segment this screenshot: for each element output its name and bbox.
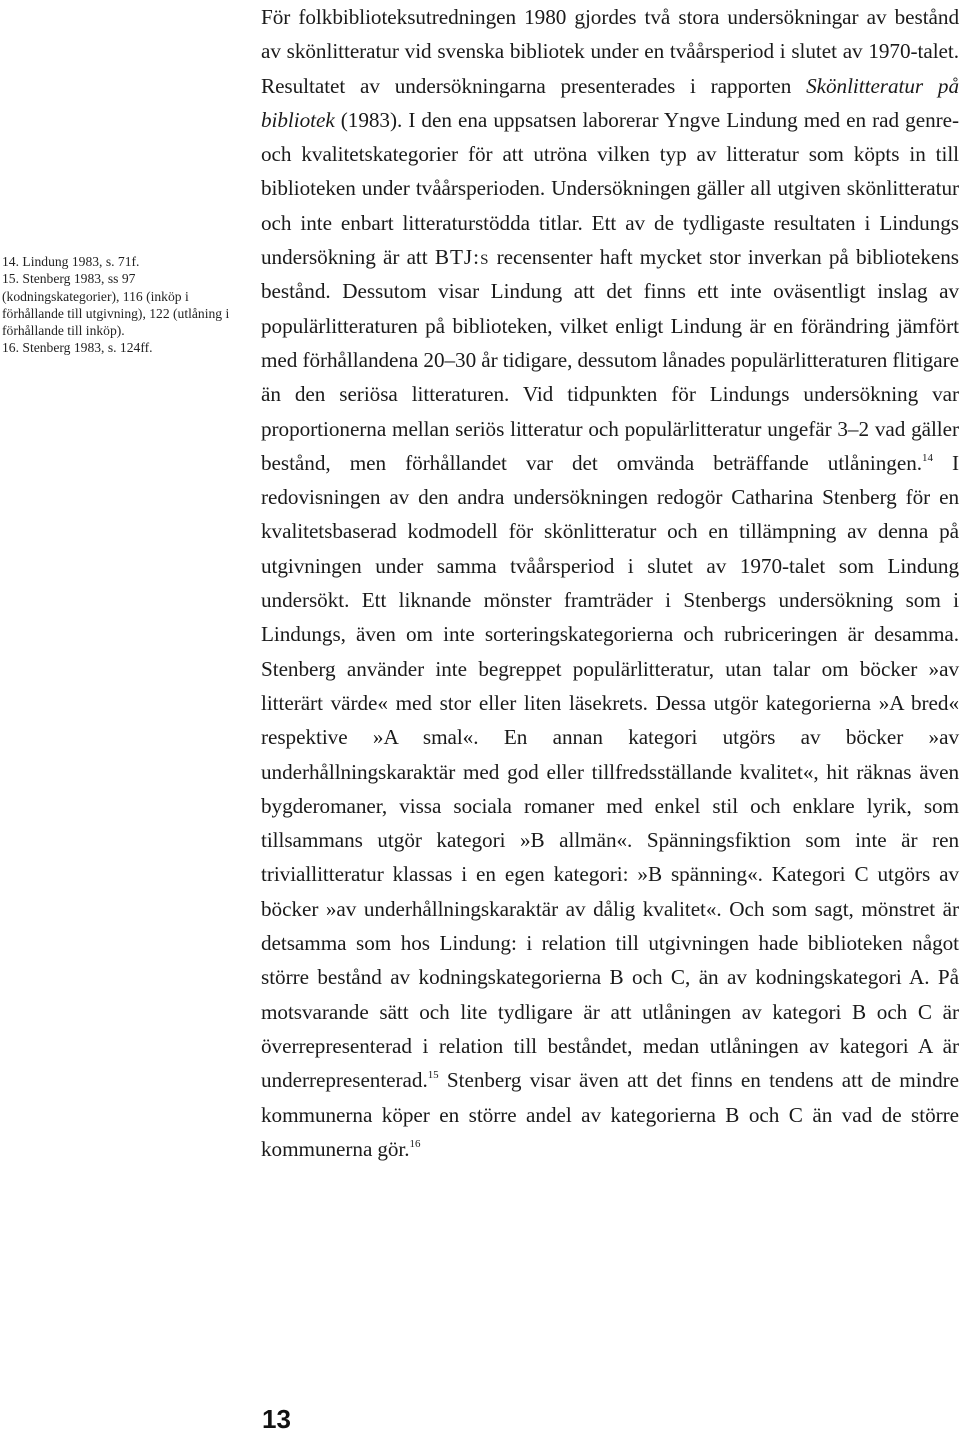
btj-abbreviation: BTJ:s xyxy=(434,245,490,270)
text-run: Stenberg visar även att det finns en tendens att de mindre kommunerna köper en större andel av kategorierna B och C än vad de större kommunerna gör. xyxy=(261,1068,959,1161)
footnote-14: 14. Lindung 1983, s. 71f. xyxy=(2,254,140,269)
report-title: Skönlitteratur på bibliotek xyxy=(261,73,959,132)
page-number: 13 xyxy=(262,1404,291,1434)
footnote-16: 16. Stenberg 1983, s. 124ff. xyxy=(2,340,153,356)
text-run: För folkbiblioteksutredningen 1980 gjordes två stora undersökningar av bestånd av skönlitteratur vid svenska bibliotek under en tvåårsperiod i slutet av 1970-talet. Resultatet av undersökningarna presenterades i rapporten xyxy=(261,5,959,98)
footnote-15: 15. Stenberg 1983, ss 97 (kodningskategorier), 116 (inköp i förhållande till utgivning), 122 (utlåning i förhållande till inköp). xyxy=(2,271,230,339)
footnote-ref-15: 15 xyxy=(427,1069,439,1082)
footnote-ref-14: 14 xyxy=(922,451,933,464)
paragraph xyxy=(261,0,959,1166)
text-run: I redovisningen av den andra undersökningen redogör Catharina Stenberg för en kvalitetsbaserad kodmodell för skönlitteratur och en tillämpning av denna på utgivningen under samma tvåårsperiod i slutet av 1970-talet som Lindung undersökt. Ett liknande mönster framträder i Stenbergs undersökning som i Lindungs, även om inte sorteringskategorierna och rubriceringen är desamma. Stenberg använder inte begreppet populärlitteratur, utan talar om böcker »av litterärt värde« med stor eller liten läsekrets. Dessa utgör kategorierna »A bred« respektive »A smal«. En annan kategori utgörs av böcker »av underhållningskaraktär med god eller tillfredsställande kvalitet«, hit räknas även bygderomaner, vissa sociala romaner med enkel stil och enklare lyrik, som tillsammans utgör kategori »B allmän«. Spänningsfiktion som inte är ren triviallitteratur klassas i en egen kategori: »B spänning«. Kategori C utgörs av böcker »av underhållningskaraktär av dålig kvalitet«. Och som sagt, mönstret är detsamma som hos Lindung: i relation till utgivningen hade biblioteken något större bestånd av kodningskategorierna B och C, än av kodningskategori A. På motsvarande sätt och lite tydligare är att utlåningen av kategori B och C är överrepresenterad i relation till beståndet, medan utlåningen av kategori A är underrepresenterad. xyxy=(261,450,960,1093)
footnote-ref-16: 16 xyxy=(409,1137,421,1150)
text-run: (1983). I den ena uppsatsen laborerar Yngve Lindung med en rad genre- och kvalitetskategorier för att utröna vilken typ av litteratur som köpts in till biblioteken under tvåårsperioden. Undersökningen gäller all utgiven skönlitteratur och inte enbart litteraturstödda titlar. Ett av de tydligaste resultaten i Lindungs undersökning är att xyxy=(261,107,959,270)
main-text xyxy=(261,0,959,1166)
footnotes-column xyxy=(2,253,250,357)
text-run: recensenter haft mycket stor inverkan på bibliotekens bestånd. Dessutom visar Lindung att det finns ett inte oväsentligt inslag av populärlitteraturen på biblioteken, vilket enligt Lindung är en förändring jämfört med förhållandena 20–30 år tidigare, dessutom lånades populärlitteraturen flitigare än den seriösa litteraturen. Vid tidpunkten för Lindungs undersökning var proportionerna mellan seriös litteratur och populärlitteratur ungefär 3–2 vad gäller bestånd, men förhållandet var det omvända beträffande utlåningen. xyxy=(261,245,959,475)
